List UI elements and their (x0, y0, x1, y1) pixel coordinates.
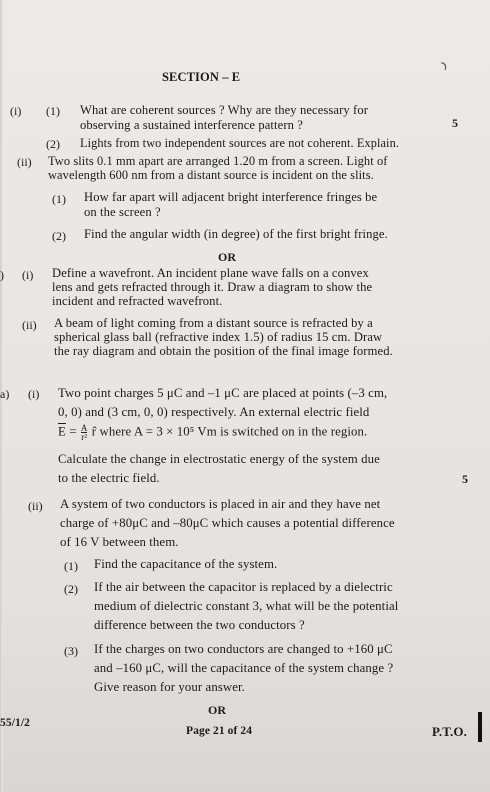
fraction-denominator: r² (81, 432, 88, 442)
q-c-ii1-num: (1) (64, 559, 78, 573)
q-c-i-line2: 0, 0) and (3 cm, 0, 0) respectively. An external electric field (58, 405, 370, 419)
paper-code: 55/1/2 (0, 717, 30, 729)
q-c-ii3-line3: Give reason for your answer. (94, 680, 245, 694)
q-b-ii-line1: A beam of light coming from a distant source is refracted by a (54, 316, 373, 330)
q-c-ii2-line2: medium of dielectric constant 3, what will be the potential (94, 599, 399, 613)
edge-bar (478, 712, 482, 742)
q-b-i-num: (i) (22, 268, 34, 282)
q-c-prefix: a) (0, 387, 10, 401)
q-c-i-line4: Calculate the change in electrostatic energy of the system due (58, 452, 380, 466)
q-a-ii-num: (ii) (17, 155, 32, 169)
q-c-ii2-line1: If the air between the capacitor is replaced by a dielectric (94, 580, 393, 594)
fraction-numerator: A (80, 423, 88, 433)
q-c-ii1-line1: Find the capacitance of the system. (94, 557, 278, 571)
q-b-prefix: ) (0, 268, 4, 282)
q-a-prefix: (i) (10, 104, 22, 118)
q-a-ii-line1: Two slits 0.1 mm apart are arranged 1.20 m from a screen. Light of (48, 154, 388, 168)
q-a-sub1-line2: observing a sustained interference pattern ? (80, 118, 303, 132)
q-c-i-line5: to the electric field. (58, 471, 160, 485)
q-b-i-line1: Define a wavefront. An incident plane wave falls on a convex (52, 266, 369, 280)
q-c-i-line1: Two point charges 5 μC and –1 μC are placed at points (–3 cm, (58, 386, 388, 400)
q-b-ii-line2: spherical glass ball (refractive index 1.5) of radius 15 cm. Draw (54, 330, 383, 344)
field-vector-symbol: $\overline{E}$ (58, 424, 66, 439)
q-a-ii1-num: (1) (52, 192, 66, 206)
q-a-ii1-line2: on the screen ? (84, 205, 161, 219)
q-a-ii-line2: wavelength 600 nm from a distant source is incident on the slits. (48, 168, 374, 182)
q-c-ii-line3: of 16 V between them. (60, 535, 179, 549)
q-c-ii-num: (ii) (28, 499, 43, 513)
q-a-ii2-line1: Find the angular width (in degree) of the first bright fringe. (84, 227, 388, 241)
q-c-ii-line1: A system of two conductors is placed in air and they have net (60, 497, 381, 511)
or-divider-1: OR (218, 250, 237, 264)
q-a-sub2-num: (2) (46, 137, 60, 151)
q-a-sub2-line1: Lights from two independent sources are not coherent. Explain. (80, 136, 399, 150)
or-divider-2: OR (208, 703, 227, 717)
q-c-i-line3 (58, 424, 367, 441)
section-title: SECTION – E (162, 70, 241, 84)
q-b-i-line2: lens and gets refracted through it. Draw a diagram to show the (52, 280, 373, 294)
unit-vector-r: r̂ (91, 424, 97, 439)
q-c-ii-line2: charge of +80μC and –80μC which causes a potential difference (60, 516, 395, 530)
pto-label: P.T.O. (432, 724, 467, 739)
q-b-ii-line3: the ray diagram and obtain the position of the final image formed. (54, 344, 393, 358)
page-number: Page 21 of 24 (186, 725, 253, 737)
q-a-marks: 5 (452, 116, 458, 130)
q-c-ii3-num: (3) (64, 644, 78, 658)
q-c-ii2-num: (2) (64, 582, 78, 596)
q-c-i-num: (i) (28, 387, 40, 401)
field-fraction (81, 424, 88, 441)
field-line-rest: where A = 3 × 10⁵ Vm is switched on in the region. (99, 424, 368, 439)
q-c-ii3-line1: If the charges on two conductors are changed to +160 μC (94, 642, 393, 656)
q-a-ii1-line1: How far apart will adjacent bright interference fringes be (84, 190, 378, 204)
q-c-ii3-line2: and –160 μC, will the capacitance of the system change ? (94, 661, 394, 675)
q-c-marks: 5 (462, 472, 468, 486)
q-c-ii2-line3: difference between the two conductors ? (94, 618, 305, 632)
equals-sign: = (69, 424, 77, 439)
q-b-ii-num: (ii) (22, 318, 37, 332)
q-a-sub1-line1: What are coherent sources ? Why are they necessary for (80, 103, 369, 117)
q-b-i-line3: incident and refracted wavefront. (52, 294, 223, 308)
q-a-sub1-num: (1) (46, 104, 60, 118)
corner-mark: ر (431, 58, 448, 70)
q-a-ii2-num: (2) (52, 229, 66, 243)
